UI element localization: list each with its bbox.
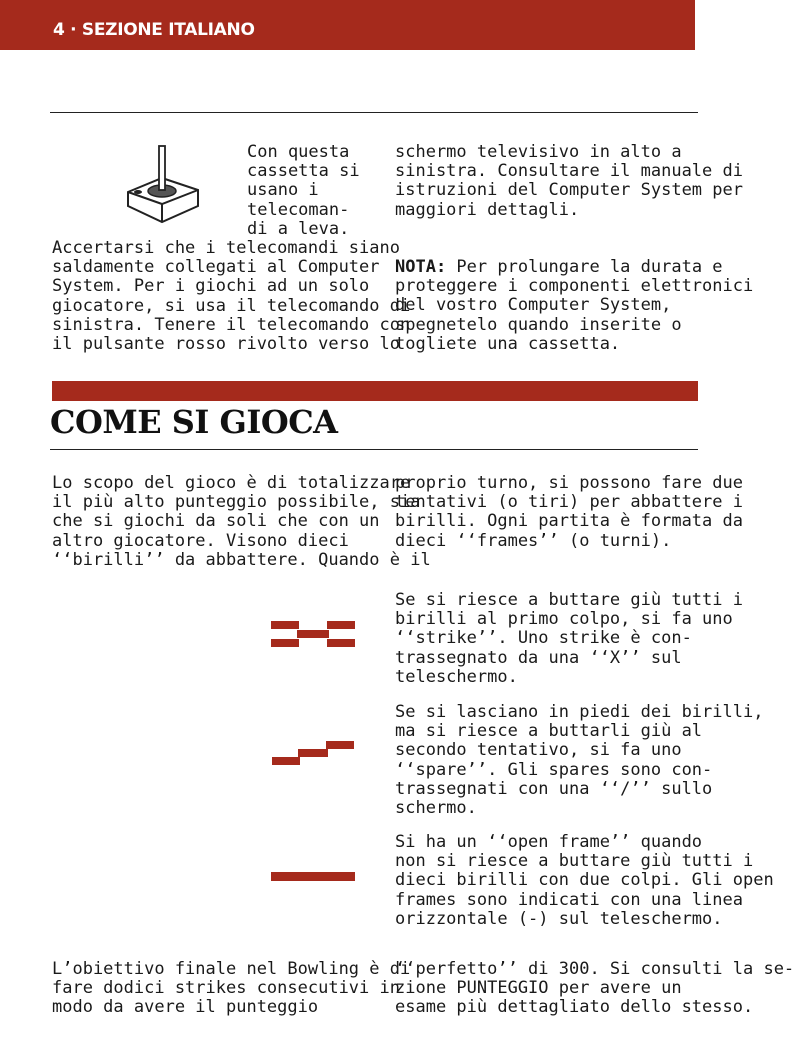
section-bar (52, 381, 698, 401)
note-body: Per prolungare la durata e proteggere i componenti elettronici del vostro Computer System, spegnetelo quando inserite o togliete una cassetta. (395, 257, 754, 354)
spare-description: Se si lasciano in piedi dei birilli, ma si riesce a buttarli giù al secondo tentativo, si fa uno ‘‘spare’’. Gli spares sono con- trassegnati con una ‘‘/’’ sullo schermo. (395, 702, 764, 819)
joystick-icon (120, 140, 205, 230)
open-frame-symbol-icon (271, 872, 355, 881)
open-frame-description: Si ha un ‘‘open frame’’ quando non si riesce a buttare giù tutti i dieci birilli con due colpi. Gli open frames sono indicati con una linea orizzontale (-) sul teleschermo. (395, 832, 774, 929)
intro-left-text: Accertarsi che i telecomandi siano saldamente collegati al Computer System. Per i giochi ad un solo giocatore, si usa il telecomando di sinistra. Tenere il telecomando con il pulsante rosso rivolto verso lo (52, 238, 411, 355)
top-divider (50, 112, 698, 113)
page-header-title: 4 · SEZIONE ITALIANO (53, 20, 255, 40)
note-label: NOTA: (395, 257, 447, 277)
strike-symbol-icon (271, 621, 355, 647)
section-title: COME SI GIOCA (50, 403, 338, 441)
section-divider (50, 449, 698, 450)
strike-description: Se si riesce a buttare giù tutti i birilli al primo colpo, si fa uno ‘‘strike’’. Uno strike è con- trassegnato da una ‘‘X’’ sul teleschermo. (395, 590, 743, 687)
how-to-play-right-text: proprio turno, si possono fare due tentativi (o tiri) per abbattere i birilli. Ogni partita è formata da dieci ‘‘frames’’ (o turni). (395, 473, 743, 551)
final-right-text: ‘‘perfetto’’ di 300. Si consulti la se- zione PUNTEGGIO per avere un esame più dettagliato dello stesso. (395, 959, 794, 1018)
spare-symbol-icon (272, 741, 354, 767)
intro-right-text: schermo televisivo in alto a sinistra. Consultare il manuale di istruzioni del Computer System per maggiori dettagli. (395, 142, 743, 220)
how-to-play-left-text: Lo scopo del gioco è di totalizzare il più alto punteggio possibile, sia che si giochi da soli che con un altro giocatore. Visono dieci ‘‘birilli’’ da abbattere. Quando è il (52, 473, 431, 570)
note-paragraph (395, 258, 753, 354)
final-left-text: L’obiettivo finale nel Bowling è di fare dodici strikes consecutivi in modo da avere il punteggio (52, 959, 411, 1018)
joystick-caption: Con questa cassetta si usano i telecoman- di a leva. (247, 142, 360, 239)
